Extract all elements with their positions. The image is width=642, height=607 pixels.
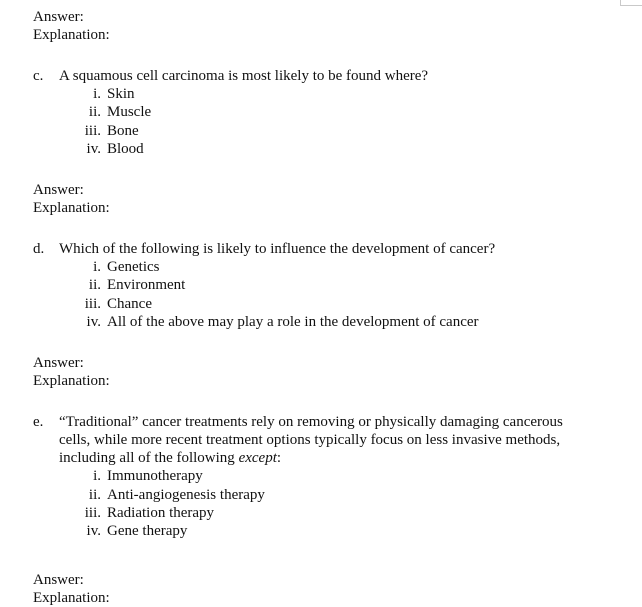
option-text: Muscle bbox=[107, 104, 152, 121]
option-number: ii. bbox=[88, 486, 101, 503]
explanation-label: Explanation: bbox=[33, 27, 110, 43]
options-list bbox=[33, 467, 603, 540]
option-item bbox=[33, 504, 603, 522]
explanation-label: Explanation: bbox=[33, 589, 110, 606]
question-text: Which of the following is likely to influence the development of cancer? bbox=[59, 241, 496, 258]
option-text: Anti-angiogenesis therapy bbox=[107, 486, 265, 503]
option-item bbox=[33, 258, 603, 276]
page-edge-marker bbox=[620, 0, 642, 6]
document-body bbox=[33, 8, 603, 607]
options-list bbox=[33, 85, 603, 158]
question-text-lead: including all of the following bbox=[59, 450, 235, 467]
question-letter: e. bbox=[33, 414, 44, 431]
question-emphasis-suffix: : bbox=[276, 450, 282, 467]
explanation-label: Explanation: bbox=[33, 373, 110, 390]
question-text: A squamous cell carcinoma is most likely to be found where? bbox=[59, 68, 429, 84]
option-number: ii. bbox=[88, 104, 101, 121]
option-number: iii. bbox=[84, 295, 101, 312]
option-number: iii. bbox=[84, 504, 101, 521]
option-item bbox=[33, 140, 603, 158]
question-e bbox=[33, 413, 603, 467]
option-item bbox=[33, 522, 603, 540]
question-d bbox=[33, 240, 603, 258]
option-item bbox=[33, 122, 603, 140]
option-item bbox=[33, 85, 603, 103]
option-item bbox=[33, 295, 603, 313]
option-text: Radiation therapy bbox=[107, 504, 215, 521]
question-text-line bbox=[59, 449, 603, 467]
answer-label: Answer: bbox=[33, 355, 84, 372]
option-number: i. bbox=[93, 468, 101, 485]
option-number: iv. bbox=[86, 523, 101, 540]
option-text: Immunotherapy bbox=[107, 468, 203, 485]
option-number: ii. bbox=[88, 277, 101, 294]
question-text-line: “Traditional” cancer treatments rely on removing or physically damaging cancerous bbox=[59, 414, 563, 431]
explanation-label: Explanation: bbox=[33, 200, 110, 217]
question-letter: c. bbox=[33, 68, 44, 84]
option-text: Skin bbox=[107, 86, 135, 102]
option-item bbox=[33, 486, 603, 504]
option-text: Blood bbox=[107, 140, 144, 157]
options-list bbox=[33, 258, 603, 331]
question-letter: d. bbox=[33, 241, 45, 258]
option-text: All of the above may play a role in the development of cancer bbox=[107, 314, 479, 331]
option-item bbox=[33, 276, 603, 294]
option-text: Chance bbox=[107, 295, 152, 312]
option-item bbox=[33, 313, 603, 331]
question-emphasis: except bbox=[238, 450, 277, 467]
option-text: Genetics bbox=[107, 259, 160, 276]
option-text: Gene therapy bbox=[107, 523, 188, 540]
option-number: i. bbox=[93, 86, 101, 102]
option-text: Environment bbox=[107, 277, 186, 294]
option-text: Bone bbox=[107, 122, 139, 139]
answer-label: Answer: bbox=[33, 182, 84, 199]
option-item bbox=[33, 467, 603, 485]
question-c bbox=[33, 67, 603, 85]
option-number: iv. bbox=[86, 314, 101, 331]
question-text-line: cells, while more recent treatment options typically focus on less invasive methods, bbox=[59, 432, 561, 449]
option-number: iv. bbox=[86, 140, 101, 157]
option-number: iii. bbox=[84, 122, 101, 139]
answer-label: Answer: bbox=[33, 9, 84, 25]
answer-label: Answer: bbox=[33, 571, 84, 588]
option-item bbox=[33, 103, 603, 121]
option-number: i. bbox=[93, 259, 101, 276]
